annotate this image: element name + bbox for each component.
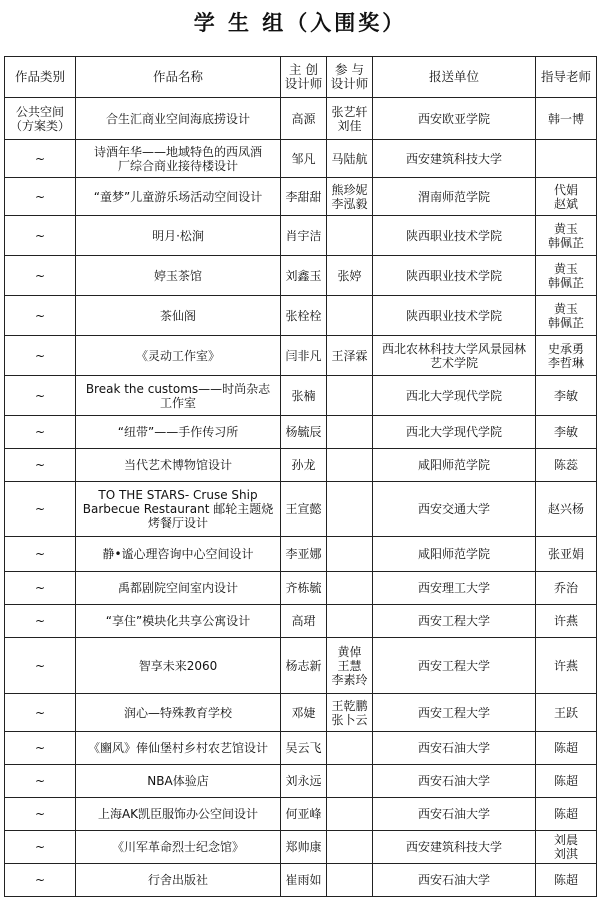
cell-category: ~ bbox=[5, 732, 76, 765]
cell-submitting-unit: 西安建筑科技大学 bbox=[373, 831, 536, 864]
cell-category: ~ bbox=[5, 638, 76, 694]
header-work-name: 作品名称 bbox=[76, 57, 281, 98]
table-row bbox=[5, 416, 597, 449]
cell-category: ~ bbox=[5, 482, 76, 537]
cell-advisor: 陈超 bbox=[536, 798, 597, 831]
cell-participating-designer bbox=[327, 572, 373, 605]
cell-participating-designer: 王泽霖 bbox=[327, 336, 373, 376]
cell-participating-designer bbox=[327, 605, 373, 638]
header-lead-designer: 主 创 设计师 bbox=[281, 57, 327, 98]
page-title: 学 生 组（入围奖） bbox=[193, 11, 407, 35]
cell-participating-designer: 张婷 bbox=[327, 256, 373, 296]
cell-category: ~ bbox=[5, 694, 76, 732]
table-row bbox=[5, 831, 597, 864]
cell-category: ~ bbox=[5, 537, 76, 572]
table-row bbox=[5, 296, 597, 336]
table-row bbox=[5, 336, 597, 376]
cell-submitting-unit: 西安交通大学 bbox=[373, 482, 536, 537]
cell-advisor: 韩一博 bbox=[536, 98, 597, 140]
cell-advisor: 乔治 bbox=[536, 572, 597, 605]
cell-submitting-unit: 西安欧亚学院 bbox=[373, 98, 536, 140]
table-row bbox=[5, 732, 597, 765]
cell-work-name: 《豳风》俸仙堡村乡村农艺馆设计 bbox=[76, 732, 281, 765]
cell-work-name: 茶仙阁 bbox=[76, 296, 281, 336]
cell-submitting-unit: 西安石油大学 bbox=[373, 798, 536, 831]
cell-advisor: 黄玉 韩佩芷 bbox=[536, 296, 597, 336]
table-row bbox=[5, 572, 597, 605]
header-submitting-unit: 报送单位 bbox=[373, 57, 536, 98]
cell-participating-designer bbox=[327, 449, 373, 482]
table-row bbox=[5, 216, 597, 256]
cell-lead-designer: 邹凡 bbox=[281, 140, 327, 178]
cell-submitting-unit: 西北大学现代学院 bbox=[373, 416, 536, 449]
cell-work-name: “童梦”儿童游乐场活动空间设计 bbox=[76, 178, 281, 216]
cell-lead-designer: 杨毓辰 bbox=[281, 416, 327, 449]
cell-submitting-unit: 陕西职业技术学院 bbox=[373, 216, 536, 256]
cell-participating-designer: 马陆航 bbox=[327, 140, 373, 178]
cell-submitting-unit: 西安工程大学 bbox=[373, 638, 536, 694]
cell-category: ~ bbox=[5, 449, 76, 482]
cell-participating-designer bbox=[327, 798, 373, 831]
cell-work-name: NBA体验店 bbox=[76, 765, 281, 798]
cell-work-name: 合生汇商业空间海底捞设计 bbox=[76, 98, 281, 140]
cell-lead-designer: 吴云飞 bbox=[281, 732, 327, 765]
cell-participating-designer bbox=[327, 732, 373, 765]
cell-lead-designer: 高珺 bbox=[281, 605, 327, 638]
cell-participating-designer bbox=[327, 376, 373, 416]
cell-category: ~ bbox=[5, 376, 76, 416]
cell-advisor: 许燕 bbox=[536, 605, 597, 638]
cell-participating-designer bbox=[327, 482, 373, 537]
cell-work-name: 静•谧心理咨询中心空间设计 bbox=[76, 537, 281, 572]
cell-category: 公共空间 （方案类） bbox=[5, 98, 76, 140]
cell-category: ~ bbox=[5, 831, 76, 864]
cell-participating-designer: 王乾鹏 张卜云 bbox=[327, 694, 373, 732]
cell-advisor: 陈蕊 bbox=[536, 449, 597, 482]
cell-lead-designer: 闫非凡 bbox=[281, 336, 327, 376]
cell-work-name: 智享未来2060 bbox=[76, 638, 281, 694]
cell-advisor bbox=[536, 140, 597, 178]
table-header-row bbox=[5, 57, 597, 98]
cell-category: ~ bbox=[5, 864, 76, 897]
cell-participating-designer bbox=[327, 537, 373, 572]
cell-work-name: 禹都剧院空间室内设计 bbox=[76, 572, 281, 605]
cell-work-name: 明月·松涧 bbox=[76, 216, 281, 256]
cell-submitting-unit: 渭南师范学院 bbox=[373, 178, 536, 216]
cell-work-name: 当代艺术博物馆设计 bbox=[76, 449, 281, 482]
awards-table bbox=[4, 56, 597, 897]
cell-work-name: 婷玉茶馆 bbox=[76, 256, 281, 296]
cell-advisor: 黄玉 韩佩芷 bbox=[536, 256, 597, 296]
cell-category: ~ bbox=[5, 256, 76, 296]
cell-advisor: 张亚娟 bbox=[536, 537, 597, 572]
cell-lead-designer: 郑帅康 bbox=[281, 831, 327, 864]
cell-advisor: 王跃 bbox=[536, 694, 597, 732]
table-body bbox=[5, 98, 597, 897]
cell-category: ~ bbox=[5, 416, 76, 449]
table-row bbox=[5, 256, 597, 296]
table-row bbox=[5, 765, 597, 798]
cell-work-name: Break the customs——时尚杂志 工作室 bbox=[76, 376, 281, 416]
cell-lead-designer: 何亚峰 bbox=[281, 798, 327, 831]
cell-submitting-unit: 西安工程大学 bbox=[373, 605, 536, 638]
cell-advisor: 史承勇 李哲琳 bbox=[536, 336, 597, 376]
cell-submitting-unit: 西安理工大学 bbox=[373, 572, 536, 605]
cell-lead-designer: 刘鑫玉 bbox=[281, 256, 327, 296]
cell-participating-designer bbox=[327, 864, 373, 897]
cell-advisor: 赵兴杨 bbox=[536, 482, 597, 537]
cell-advisor: 李敏 bbox=[536, 376, 597, 416]
cell-work-name: “享住”模块化共享公寓设计 bbox=[76, 605, 281, 638]
cell-work-name: “纽带”——手作传习所 bbox=[76, 416, 281, 449]
cell-submitting-unit: 西安建筑科技大学 bbox=[373, 140, 536, 178]
cell-lead-designer: 李亚娜 bbox=[281, 537, 327, 572]
cell-submitting-unit: 西北农林科技大学风景园林 艺术学院 bbox=[373, 336, 536, 376]
cell-work-name: TO THE STARS- Cruse Ship Barbecue Restaurant 邮轮主题烧 烤餐厅设计 bbox=[76, 482, 281, 537]
cell-advisor: 陈超 bbox=[536, 765, 597, 798]
table-row bbox=[5, 376, 597, 416]
table-row bbox=[5, 178, 597, 216]
cell-submitting-unit: 西安石油大学 bbox=[373, 732, 536, 765]
cell-lead-designer: 刘永远 bbox=[281, 765, 327, 798]
table-row bbox=[5, 537, 597, 572]
cell-participating-designer bbox=[327, 296, 373, 336]
cell-submitting-unit: 西安石油大学 bbox=[373, 765, 536, 798]
cell-advisor: 刘晨 刘淇 bbox=[536, 831, 597, 864]
header-advisor: 指导老师 bbox=[536, 57, 597, 98]
cell-participating-designer: 黄倬 王慧 李素玲 bbox=[327, 638, 373, 694]
cell-category: ~ bbox=[5, 798, 76, 831]
cell-advisor: 李敏 bbox=[536, 416, 597, 449]
cell-participating-designer bbox=[327, 765, 373, 798]
cell-lead-designer: 杨志新 bbox=[281, 638, 327, 694]
cell-submitting-unit: 咸阳师范学院 bbox=[373, 449, 536, 482]
table-row bbox=[5, 605, 597, 638]
cell-work-name: 行舍出版社 bbox=[76, 864, 281, 897]
cell-lead-designer: 邓婕 bbox=[281, 694, 327, 732]
cell-submitting-unit: 咸阳师范学院 bbox=[373, 537, 536, 572]
cell-lead-designer: 王宣懿 bbox=[281, 482, 327, 537]
table-row bbox=[5, 140, 597, 178]
cell-category: ~ bbox=[5, 296, 76, 336]
cell-category: ~ bbox=[5, 216, 76, 256]
cell-participating-designer bbox=[327, 216, 373, 256]
cell-lead-designer: 孙龙 bbox=[281, 449, 327, 482]
cell-lead-designer: 崔雨如 bbox=[281, 864, 327, 897]
cell-category: ~ bbox=[5, 140, 76, 178]
cell-lead-designer: 高源 bbox=[281, 98, 327, 140]
cell-advisor: 代娟 赵斌 bbox=[536, 178, 597, 216]
cell-advisor: 黄玉 韩佩芷 bbox=[536, 216, 597, 256]
cell-participating-designer bbox=[327, 831, 373, 864]
table-row bbox=[5, 482, 597, 537]
cell-category: ~ bbox=[5, 178, 76, 216]
cell-category: ~ bbox=[5, 605, 76, 638]
header-category: 作品类别 bbox=[5, 57, 76, 98]
table-row bbox=[5, 98, 597, 140]
cell-work-name: 润心—特殊教育学校 bbox=[76, 694, 281, 732]
cell-work-name: 《川军革命烈士纪念馆》 bbox=[76, 831, 281, 864]
header-participating-designer: 参 与 设计师 bbox=[327, 57, 373, 98]
cell-submitting-unit: 陕西职业技术学院 bbox=[373, 256, 536, 296]
cell-submitting-unit: 西北大学现代学院 bbox=[373, 376, 536, 416]
cell-participating-designer: 张艺轩 刘佳 bbox=[327, 98, 373, 140]
cell-advisor: 陈超 bbox=[536, 864, 597, 897]
cell-work-name: 诗酒年华——地域特色的西凤酒 厂综合商业接待楼设计 bbox=[76, 140, 281, 178]
cell-category: ~ bbox=[5, 765, 76, 798]
table-row bbox=[5, 798, 597, 831]
cell-lead-designer: 李甜甜 bbox=[281, 178, 327, 216]
cell-lead-designer: 张楠 bbox=[281, 376, 327, 416]
cell-lead-designer: 张栓栓 bbox=[281, 296, 327, 336]
cell-work-name: 《灵动工作室》 bbox=[76, 336, 281, 376]
cell-advisor: 陈超 bbox=[536, 732, 597, 765]
table-row bbox=[5, 864, 597, 897]
table-row bbox=[5, 638, 597, 694]
cell-advisor: 许燕 bbox=[536, 638, 597, 694]
cell-category: ~ bbox=[5, 336, 76, 376]
cell-submitting-unit: 西安工程大学 bbox=[373, 694, 536, 732]
cell-submitting-unit: 西安石油大学 bbox=[373, 864, 536, 897]
table-row bbox=[5, 694, 597, 732]
cell-lead-designer: 肖宇洁 bbox=[281, 216, 327, 256]
cell-lead-designer: 齐栋毓 bbox=[281, 572, 327, 605]
table-row bbox=[5, 449, 597, 482]
cell-participating-designer bbox=[327, 416, 373, 449]
cell-submitting-unit: 陕西职业技术学院 bbox=[373, 296, 536, 336]
cell-work-name: 上海AK凯臣服饰办公空间设计 bbox=[76, 798, 281, 831]
cell-participating-designer: 熊珍妮 李泓毅 bbox=[327, 178, 373, 216]
cell-category: ~ bbox=[5, 572, 76, 605]
